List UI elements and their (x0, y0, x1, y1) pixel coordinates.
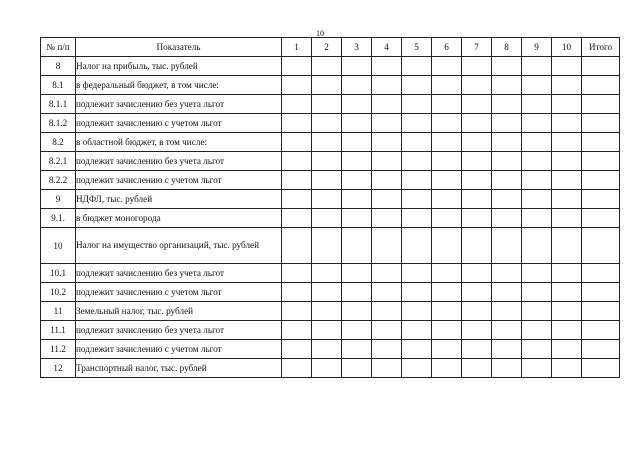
value-cell-col-1 (282, 283, 312, 302)
value-cell-col-2 (312, 190, 342, 209)
table-row (41, 228, 620, 264)
value-cell-col-6 (432, 359, 462, 378)
indicator-label-cell: подлежит зачислению без учета льгот (76, 321, 282, 340)
value-cell-col-4 (372, 57, 402, 76)
value-cell-col-2 (312, 359, 342, 378)
value-cell-col-2 (312, 209, 342, 228)
value-cell-col-1 (282, 190, 312, 209)
total-value-cell (582, 57, 620, 76)
value-cell-col-5 (402, 228, 432, 264)
value-cell-col-10 (552, 152, 582, 171)
value-cell-col-5 (402, 152, 432, 171)
value-cell-col-9 (522, 283, 552, 302)
value-cell-col-1 (282, 152, 312, 171)
value-cell-col-4 (372, 152, 402, 171)
header-total: Итого (582, 38, 620, 57)
value-cell-col-7 (462, 171, 492, 190)
value-cell-col-10 (552, 340, 582, 359)
value-cell-col-7 (462, 95, 492, 114)
header-col-4: 4 (372, 38, 402, 57)
value-cell-col-6 (432, 114, 462, 133)
value-cell-col-8 (492, 171, 522, 190)
value-cell-col-3 (342, 321, 372, 340)
value-cell-col-7 (462, 264, 492, 283)
value-cell-col-6 (432, 190, 462, 209)
row-number-cell: 8.1.1 (41, 95, 76, 114)
header-col-9: 9 (522, 38, 552, 57)
value-cell-col-7 (462, 57, 492, 76)
value-cell-col-5 (402, 133, 432, 152)
value-cell-col-8 (492, 209, 522, 228)
value-cell-col-7 (462, 152, 492, 171)
value-cell-col-2 (312, 321, 342, 340)
header-col-6: 6 (432, 38, 462, 57)
value-cell-col-7 (462, 228, 492, 264)
table-row (41, 190, 620, 209)
value-cell-col-2 (312, 264, 342, 283)
value-cell-col-8 (492, 57, 522, 76)
value-cell-col-1 (282, 264, 312, 283)
value-cell-col-10 (552, 95, 582, 114)
value-cell-col-9 (522, 209, 552, 228)
total-value-cell (582, 152, 620, 171)
value-cell-col-4 (372, 340, 402, 359)
value-cell-col-4 (372, 76, 402, 95)
header-col-5: 5 (402, 38, 432, 57)
value-cell-col-3 (342, 57, 372, 76)
value-cell-col-4 (372, 359, 402, 378)
value-cell-col-9 (522, 321, 552, 340)
indicator-label-cell: подлежит зачислению с учетом льгот (76, 340, 282, 359)
row-number-cell: 11 (41, 302, 76, 321)
total-value-cell (582, 171, 620, 190)
value-cell-col-5 (402, 321, 432, 340)
value-cell-col-2 (312, 340, 342, 359)
value-cell-col-8 (492, 264, 522, 283)
row-number-cell: 10.1 (41, 264, 76, 283)
value-cell-col-9 (522, 152, 552, 171)
value-cell-col-3 (342, 133, 372, 152)
value-cell-col-8 (492, 76, 522, 95)
table-row (41, 95, 620, 114)
total-value-cell (582, 340, 620, 359)
value-cell-col-8 (492, 152, 522, 171)
value-cell-col-10 (552, 190, 582, 209)
value-cell-col-1 (282, 76, 312, 95)
page-number: 10 (316, 29, 324, 38)
value-cell-col-8 (492, 359, 522, 378)
header-num: № п/п (41, 38, 76, 57)
value-cell-col-10 (552, 264, 582, 283)
table-row (41, 133, 620, 152)
table-row (41, 340, 620, 359)
value-cell-col-3 (342, 95, 372, 114)
value-cell-col-3 (342, 152, 372, 171)
value-cell-col-8 (492, 228, 522, 264)
value-cell-col-6 (432, 171, 462, 190)
value-cell-col-4 (372, 302, 402, 321)
value-cell-col-9 (522, 302, 552, 321)
value-cell-col-6 (432, 228, 462, 264)
value-cell-col-3 (342, 283, 372, 302)
total-value-cell (582, 76, 620, 95)
value-cell-col-5 (402, 95, 432, 114)
total-value-cell (582, 95, 620, 114)
indicator-label-cell: подлежит зачислению с учетом льгот (76, 114, 282, 133)
value-cell-col-5 (402, 76, 432, 95)
total-value-cell (582, 190, 620, 209)
value-cell-col-2 (312, 171, 342, 190)
value-cell-col-1 (282, 171, 312, 190)
table-row (41, 114, 620, 133)
value-cell-col-9 (522, 76, 552, 95)
value-cell-col-3 (342, 190, 372, 209)
value-cell-col-10 (552, 283, 582, 302)
total-value-cell (582, 228, 620, 264)
value-cell-col-8 (492, 340, 522, 359)
value-cell-col-8 (492, 321, 522, 340)
value-cell-col-6 (432, 321, 462, 340)
value-cell-col-6 (432, 302, 462, 321)
value-cell-col-9 (522, 133, 552, 152)
table-row (41, 359, 620, 378)
value-cell-col-4 (372, 171, 402, 190)
value-cell-col-6 (432, 264, 462, 283)
value-cell-col-9 (522, 95, 552, 114)
indicator-label-cell: подлежит зачислению с учетом льгот (76, 283, 282, 302)
value-cell-col-1 (282, 359, 312, 378)
value-cell-col-5 (402, 283, 432, 302)
row-number-cell: 11.2 (41, 340, 76, 359)
table-row (41, 57, 620, 76)
value-cell-col-2 (312, 302, 342, 321)
value-cell-col-9 (522, 114, 552, 133)
total-value-cell (582, 302, 620, 321)
value-cell-col-4 (372, 95, 402, 114)
value-cell-col-1 (282, 95, 312, 114)
value-cell-col-4 (372, 228, 402, 264)
row-number-cell: 8.2.1 (41, 152, 76, 171)
value-cell-col-4 (372, 321, 402, 340)
value-cell-col-4 (372, 264, 402, 283)
value-cell-col-7 (462, 133, 492, 152)
value-cell-col-7 (462, 302, 492, 321)
value-cell-col-2 (312, 133, 342, 152)
value-cell-col-6 (432, 152, 462, 171)
value-cell-col-4 (372, 190, 402, 209)
value-cell-col-2 (312, 228, 342, 264)
indicator-label-cell: подлежит зачислению без учета льгот (76, 152, 282, 171)
header-col-2: 2 (312, 38, 342, 57)
value-cell-col-3 (342, 209, 372, 228)
header-col-8: 8 (492, 38, 522, 57)
row-number-cell: 11.1 (41, 321, 76, 340)
indicator-label-cell: Транспортный налог, тыс. рублей (76, 359, 282, 378)
table-row (41, 209, 620, 228)
value-cell-col-4 (372, 114, 402, 133)
value-cell-col-3 (342, 340, 372, 359)
value-cell-col-2 (312, 95, 342, 114)
value-cell-col-4 (372, 283, 402, 302)
value-cell-col-10 (552, 228, 582, 264)
value-cell-col-10 (552, 57, 582, 76)
value-cell-col-9 (522, 190, 552, 209)
value-cell-col-3 (342, 171, 372, 190)
value-cell-col-8 (492, 302, 522, 321)
value-cell-col-5 (402, 209, 432, 228)
value-cell-col-9 (522, 264, 552, 283)
table-body (41, 57, 620, 378)
total-value-cell (582, 283, 620, 302)
indicator-label-cell: Налог на имущество организаций, тыс. рублей (76, 228, 282, 264)
value-cell-col-4 (372, 209, 402, 228)
indicator-label-cell: подлежит зачислению с учетом льгот (76, 171, 282, 190)
table-row (41, 264, 620, 283)
value-cell-col-1 (282, 57, 312, 76)
table-header-row (41, 38, 620, 57)
value-cell-col-6 (432, 340, 462, 359)
value-cell-col-3 (342, 76, 372, 95)
row-number-cell: 9.1. (41, 209, 76, 228)
indicator-label-cell: Земельный налог, тыс. рублей (76, 302, 282, 321)
value-cell-col-4 (372, 133, 402, 152)
value-cell-col-9 (522, 359, 552, 378)
indicator-label-cell: НДФЛ, тыс. рублей (76, 190, 282, 209)
value-cell-col-8 (492, 283, 522, 302)
value-cell-col-5 (402, 302, 432, 321)
value-cell-col-10 (552, 209, 582, 228)
value-cell-col-3 (342, 228, 372, 264)
value-cell-col-3 (342, 302, 372, 321)
value-cell-col-7 (462, 283, 492, 302)
value-cell-col-3 (342, 114, 372, 133)
header-col-10: 10 (552, 38, 582, 57)
value-cell-col-5 (402, 171, 432, 190)
value-cell-col-10 (552, 76, 582, 95)
value-cell-col-5 (402, 190, 432, 209)
indicator-label-cell: подлежит зачислению без учета льгот (76, 264, 282, 283)
value-cell-col-1 (282, 228, 312, 264)
table-row (41, 283, 620, 302)
table-row (41, 76, 620, 95)
row-number-cell: 8.1 (41, 76, 76, 95)
value-cell-col-2 (312, 114, 342, 133)
value-cell-col-7 (462, 321, 492, 340)
value-cell-col-3 (342, 359, 372, 378)
value-cell-col-10 (552, 171, 582, 190)
value-cell-col-2 (312, 57, 342, 76)
header-col-3: 3 (342, 38, 372, 57)
value-cell-col-10 (552, 302, 582, 321)
value-cell-col-10 (552, 133, 582, 152)
row-number-cell: 8.2.2 (41, 171, 76, 190)
row-number-cell: 8.1.2 (41, 114, 76, 133)
value-cell-col-6 (432, 133, 462, 152)
table-row (41, 302, 620, 321)
value-cell-col-5 (402, 264, 432, 283)
row-number-cell: 10 (41, 228, 76, 264)
value-cell-col-9 (522, 228, 552, 264)
value-cell-col-1 (282, 321, 312, 340)
total-value-cell (582, 321, 620, 340)
row-number-cell: 12 (41, 359, 76, 378)
row-number-cell: 8.2 (41, 133, 76, 152)
row-number-cell: 8 (41, 57, 76, 76)
value-cell-col-9 (522, 171, 552, 190)
total-value-cell (582, 264, 620, 283)
value-cell-col-9 (522, 57, 552, 76)
value-cell-col-9 (522, 340, 552, 359)
value-cell-col-1 (282, 340, 312, 359)
value-cell-col-1 (282, 209, 312, 228)
value-cell-col-2 (312, 76, 342, 95)
indicator-label-cell: подлежит зачислению без учета льгот (76, 95, 282, 114)
value-cell-col-2 (312, 283, 342, 302)
value-cell-col-3 (342, 264, 372, 283)
header-indicator: Показатель (76, 38, 282, 57)
total-value-cell (582, 133, 620, 152)
value-cell-col-6 (432, 57, 462, 76)
table-row (41, 321, 620, 340)
value-cell-col-8 (492, 190, 522, 209)
value-cell-col-10 (552, 321, 582, 340)
value-cell-col-1 (282, 114, 312, 133)
table-row (41, 152, 620, 171)
value-cell-col-1 (282, 133, 312, 152)
value-cell-col-10 (552, 359, 582, 378)
value-cell-col-2 (312, 152, 342, 171)
value-cell-col-6 (432, 95, 462, 114)
table-row (41, 171, 620, 190)
value-cell-col-5 (402, 359, 432, 378)
total-value-cell (582, 209, 620, 228)
indicator-label-cell: в бюджет моногорода (76, 209, 282, 228)
value-cell-col-5 (402, 57, 432, 76)
value-cell-col-6 (432, 209, 462, 228)
value-cell-col-7 (462, 359, 492, 378)
value-cell-col-6 (432, 76, 462, 95)
indicator-label-cell: в федеральный бюджет, в том числе: (76, 76, 282, 95)
value-cell-col-7 (462, 114, 492, 133)
value-cell-col-8 (492, 114, 522, 133)
value-cell-col-8 (492, 133, 522, 152)
indicator-label-cell: Налог на прибыль, тыс. рублей (76, 57, 282, 76)
row-number-cell: 9 (41, 190, 76, 209)
total-value-cell (582, 114, 620, 133)
indicator-label-cell: в областной бюджет, в том числе: (76, 133, 282, 152)
value-cell-col-7 (462, 340, 492, 359)
value-cell-col-1 (282, 302, 312, 321)
value-cell-col-7 (462, 76, 492, 95)
value-cell-col-5 (402, 340, 432, 359)
value-cell-col-7 (462, 190, 492, 209)
row-number-cell: 10.2 (41, 283, 76, 302)
value-cell-col-8 (492, 95, 522, 114)
header-col-7: 7 (462, 38, 492, 57)
total-value-cell (582, 359, 620, 378)
header-col-1: 1 (282, 38, 312, 57)
value-cell-col-7 (462, 209, 492, 228)
value-cell-col-10 (552, 114, 582, 133)
indicators-table (40, 37, 620, 378)
value-cell-col-6 (432, 283, 462, 302)
value-cell-col-5 (402, 114, 432, 133)
